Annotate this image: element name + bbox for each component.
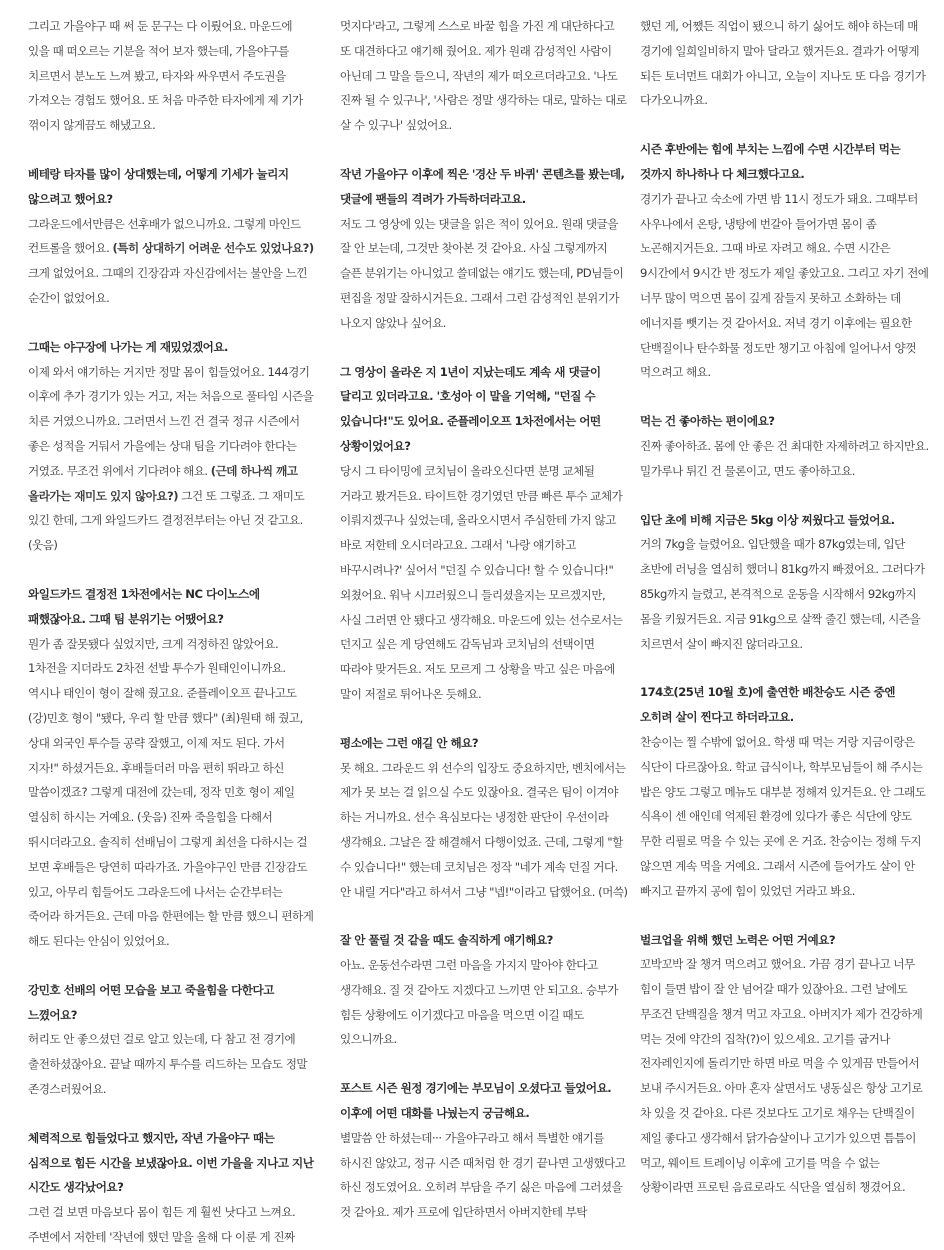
- question-heading: 와일드카드 결정전 1차전에서는 NC 다이노스에 패했잖아요. 그때 팀 분위기는 어땠어요?: [28, 586, 260, 626]
- interviewer-aside: (특히 상대하기 어려운 선수도 있었나요?): [112, 241, 314, 256]
- answer-paragraph: 경기가 끝나고 숙소에 가면 밤 11시 정도가 돼요. 그때부터 사우나에서 온탕, 냉탕에 번갈아 들어가면 몸이 좀 노곤해지거든요. 그때 바로 자려고 해요. 수면 시간은 9시간에서 9시간 반 정도가 제일 좋았고요. 그리고 자기 전에 너무 많이 먹으면 몸이 깊게 잠들지 못하고 소화하는 데 에너지를 뺏기는 것 같아서요. 저녁 경기 이후에는 필요한 단백질이나 탄수화물 정도만 챙기고 아침에 일어나서 양껏 먹으려고 해요.: [640, 191, 929, 380]
- question-heading: 체력적으로 힘들었다고 했지만, 작년 가을야구 때는 심적으로 힘든 시간을 보냈잖아요. 이번 가을을 지나고 지난 시간도 생각났어요?: [28, 1130, 314, 1195]
- question-heading: 입단 초에 비해 지금은 5kg 이상 찌웠다고 들었어요.: [640, 512, 895, 527]
- answer-paragraph: 허리도 안 좋으셨던 걸로 알고 있는데, 다 참고 전 경기에 출전하셨잖아요. 끝날 때까지 투수를 리드하는 모습도 정말 존경스러웠어요.: [28, 1032, 308, 1097]
- answer-paragraph: 당시 그 타이밍에 코치님이 올라오신다면 분명 교체될 거라고 봤거든요. 타이트한 경기였던 만큼 빠른 투수 교체가 이뤄지겠구나 싶었는데, 올라오시면서 주심한테 가지 않고 바로 저한테 오시더라고요. 그래서 '나랑 얘기하고 바꾸시려나?' 싶어서 "던질 수 있습니다! 할 수 있습니다!" 외쳤어요. 워낙 시끄러웠으니 들리셨을지는 모르겠지만, 사실 그러면 안 됐다고 생각해요. 마운드에 있는 선수로서는 던지고 싶은 게 당연해도 감독님과 코치님의 선택이면 따라야 맞거든요. 저도 모르게 그 상황을 막고 싶은 마음에 말이 저절로 튀어나온 듯해요.: [340, 463, 623, 701]
- question-heading: 포스트 시즌 원정 경기에는 부모님이 오셨다고 들었어요. 이후에 어떤 대화를 나눴는지 궁금해요.: [340, 1081, 612, 1121]
- question-heading: 그 영상이 올라온 지 1년이 지났는데도 계속 새 댓글이 달리고 있더라고요. '호성아 이 말을 기억해, "던질 수 있습니다!"도 있어요. 준플레이오프 1차전에서는 어떤 상황이었어요?: [340, 364, 601, 453]
- question-heading: 베테랑 타자를 많이 상대했는데, 어떻게 기세가 눌리지 않으려고 했어요?: [28, 166, 289, 206]
- answer-paragraph: 진짜 좋아하죠. 몸에 안 좋은 건 최대한 자제하려고 하지만요. 밀가루나 튀긴 건 물론이고, 면도 좋아하고요.: [640, 438, 929, 478]
- question-heading: 먹는 건 좋아하는 편이에요?: [640, 414, 775, 429]
- answer-paragraph: 그런 걸 보면 마음보다 몸이 힘든 게 훨씬 낫다고 느껴요. 주변에서 저한테 '작년에 했던 말을 올해 다 이룬 게 진짜: [28, 1205, 296, 1245]
- answer-paragraph: 뭔가 좀 잘못됐다 싶었지만, 크게 걱정하진 않았어요. 1차전을 지더라도 2차전 선발 투수가 원태인이니까요. 역시나 태인이 형이 잘해 줬고요. 준플레이오프 끝나고도 (강)민호 형이 "됐다, 우리 할 만큼 했다" (최)원태 해 줬고, 상대 외국인 투수들 공략 잘했고, 이제 저도 된다. 가서 지자!" 하셨거든요. 후배들더러 마음 편히 뛰라고 하신 말씀이겠죠? 그렇게 대전에 갔는데, 정작 민호 형이 제일 열심히 하시는 거예요. (웃음) 진짜 죽을힘을 다해서 뛰시더라고요. 솔직히 선배님이 그렇게 최선을 다하시는 걸 보면 후배들은 당연히 따라가죠. 가을야구인 만큼 긴장감도 있고, 아무리 힘들어도 그라운드에 나서는 순간부터는 죽어라 하거든요. 근데 마음 한편에는 할 만큼 했으니 편하게 해도 된다는 안심이 있었어요.: [28, 636, 314, 949]
- question-heading: 174호(25년 10월 호)에 출연한 배찬승도 시즌 중엔 오히려 살이 찐다고 하더라고요.: [640, 685, 895, 725]
- answer-paragraph: 아뇨. 운동선수라면 그런 마음을 가지지 말아야 한다고 생각해요. 질 것 같아도 지겠다고 느끼면 안 되고요. 승부가 힘든 상황에도 이기겠다고 마음을 먹으면 이길 때도 있으니까요.: [340, 958, 618, 1047]
- text-column-3: [640, 14, 930, 1200]
- question-heading: 벌크업을 위해 했던 노력은 어떤 거예요?: [640, 932, 836, 947]
- question-heading: 시즌 후반에는 힘에 부치는 느낌에 수면 시간부터 먹는 것까지 하나하나 다 체크했다고요.: [640, 142, 901, 181]
- answer-paragraph: 거의 7kg을 늘렸어요. 입단했을 때가 87kg였는데, 입단 초반에 러닝을 열심히 했더니 81kg까지 빠졌어요. 그러다가 85kg까지 늘렸고, 본격적으로 운동을 시작해서 92kg까지 몸을 키웠거든요. 지금 91kg으로 살짝 줄긴 했는데, 시즌을 치르면서 살이 빠지진 않더라고요.: [640, 537, 925, 651]
- answer-paragraph: 그라운드에서만큼은 선후배가 없으니까요. 그렇게 마인드 컨트롤을 했어요. (특히 상대하기 어려운 선수도 있었나요?) 크게 없었어요. 그때의 긴장감과 자신감에서는 불안을 느낀 순간이 없었어요.: [28, 216, 314, 305]
- answer-paragraph: 이제 와서 얘기하는 거지만 정말 몸이 힘들었어요. 144경기 이후에 추가 경기가 있는 거고, 저는 처음으로 풀타임 시즌을 치른 거였으니까요. 그러면서 느낀 건 결국 정규 시즌에서 좋은 성적을 거둬서 가을에는 상대 팀을 기다려야 한다는 거였죠. 무조건 위에서 기다려야 해요. (근데 하나씩 깨고 올라가는 재미도 있지 않아요?) 그건 또 그렇죠. 그 재미도 있긴 한데, 그게 와일드카드 결정전부터는 아닌 것 같고요. (웃음): [28, 364, 314, 553]
- answer-paragraph: 했던 게, 어쨌든 직업이 됐으니 하기 싫어도 해야 하는데 매 경기에 일희일비하지 말아 달라고 했거든요. 결과가 어떻게 되든 토너먼트 대회가 아니고, 오늘이 지나도 또 다음 경기가 다가오니까요.: [640, 19, 926, 108]
- question-heading: 평소에는 그런 얘길 안 해요?: [340, 735, 479, 750]
- answer-paragraph: 못 해요. 그라운드 위 선수의 입장도 중요하지만, 벤치에서는 제가 못 보는 걸 읽으실 수도 있잖아요. 결국은 팀이 이겨야 하는 거니까요. 선수 욕심보다는 냉정한 판단이 우선이라 생각해요. 그날은 잘 해결해서 다행이었죠. 근데, 그렇게 "할 수 있습니다!" 했는데 코치님은 정작 "네가 계속 던질 거다. 안 내릴 거다"라고 하셔서 그냥 "넵!"이라고 답했어요. (머쓱): [340, 760, 628, 899]
- answer-paragraph: 멋지다'라고, 그렇게 스스로 바꿀 힘을 가진 게 대단하다고 또 대견하다고 얘기해 줬어요. 제가 원래 감성적인 사람이 아닌데 그 말을 들으니, 작년의 제가 떠오르더라고요. '나도 진짜 될 수 있구나', '사람은 정말 생각하는 대로, 말하는 대로 살 수 있구나' 싶었어요.: [340, 19, 627, 133]
- question-heading: 잘 안 풀릴 것 같을 때도 솔직하게 얘기해요?: [340, 933, 553, 948]
- text-column-2: [340, 14, 628, 1225]
- answer-paragraph: 그리고 가을야구 때 써 둔 문구는 다 이뤘어요. 마운드에 있을 때 떠오르는 기분을 적어 보자 했는데, 가을야구를 치르면서 분노도 느껴 봤고, 타자와 싸우면서 주도권을 가져오는 경험도 했어요. 또 처음 마주한 타자에게 제 기가 꺾이지 않게끔도 해냈고요.: [28, 19, 303, 133]
- interviewer-aside: (근데 하나씩 깨고 올라가는 재미도 있지 않아요?): [28, 463, 298, 503]
- question-heading: 강민호 선배의 어떤 모습을 보고 죽을힘을 다한다고 느꼈어요?: [28, 982, 274, 1022]
- question-heading: 그때는 야구장에 나가는 게 재밌었겠어요.: [28, 339, 228, 354]
- answer-paragraph: 찬승이는 찔 수밖에 없어요. 학생 때 먹는 거랑 지금이랑은 식단이 다르잖아요. 학교 급식이나, 학부모님들이 해 주시는 밥은 양도 그렇고 메뉴도 대부분 정해져 있거든요. 안 그래도 식욕이 센 애인데 억제된 환경에 있다가 좋은 식단에 양도 무한 리필로 먹을 수 있는 곳에 온 거죠. 찬승이는 정해 두지 않으면 계속 먹을 거예요. 그래서 시즌에 들어가도 살이 안 빠지고 끝까지 공에 힘이 있었던 거라고 봐요.: [640, 734, 926, 898]
- answer-paragraph: 저도 그 영상에 있는 댓글을 읽은 적이 있어요. 원래 댓글을 잘 안 보는데, 그것만 찾아본 것 같아요. 사실 그렇게까지 슬픈 분위기는 아니었고 쓸데없는 얘기도 했는데, PD님들이 편집을 정말 잘하시거든요. 그래서 그런 감성적인 분위기가 나오지 않았나 싶어요.: [340, 216, 624, 330]
- answer-paragraph: 꼬박꼬박 잘 챙겨 먹으려고 했어요. 가끔 경기 끝나고 너무 힘이 들면 밥이 잘 안 넘어갈 때가 있잖아요. 그런 날에도 무조건 단백질을 챙겨 먹고 자고요. 아버지가 제가 건강하게 먹는 것에 약간의 집착(?)이 있으세요. 고기를 굽거나 전자레인지에 돌리기만 하면 바로 먹을 수 있게끔 만들어서 보내 주시거든요. 아마 혼자 살면서도 냉동실은 항상 고기로 차 있을 것 같아요. 다른 것보다도 고기로 채우는 단백질이 제일 좋다고 생각해서 닭가슴살이나 고기가 있으면 틈틈이 먹고, 웨이트 트레이닝 이후에 고기를 먹을 수 없는 상황이라면 프로틴 음료로라도 식단을 열심히 챙겼어요.: [640, 957, 923, 1195]
- text-column-1: [28, 14, 316, 1250]
- answer-paragraph: 별말씀 안 하셨는데··· 가을야구라고 해서 특별한 얘기를 하시진 않았고, 정규 시즌 때처럼 한 경기 끝나면 고생했다고 하신 정도였어요. 오히려 부담을 주기 싫은 마음에 그러셨을 것 같아요. 제가 프로에 입단하면서 아버지한테 부탁: [340, 1130, 626, 1220]
- question-heading: 작년 가을야구 이후에 찍은 '경산 두 바퀴' 콘텐츠를 봤는데, 댓글에 팬들의 격려가 가득하더라고요.: [340, 166, 625, 206]
